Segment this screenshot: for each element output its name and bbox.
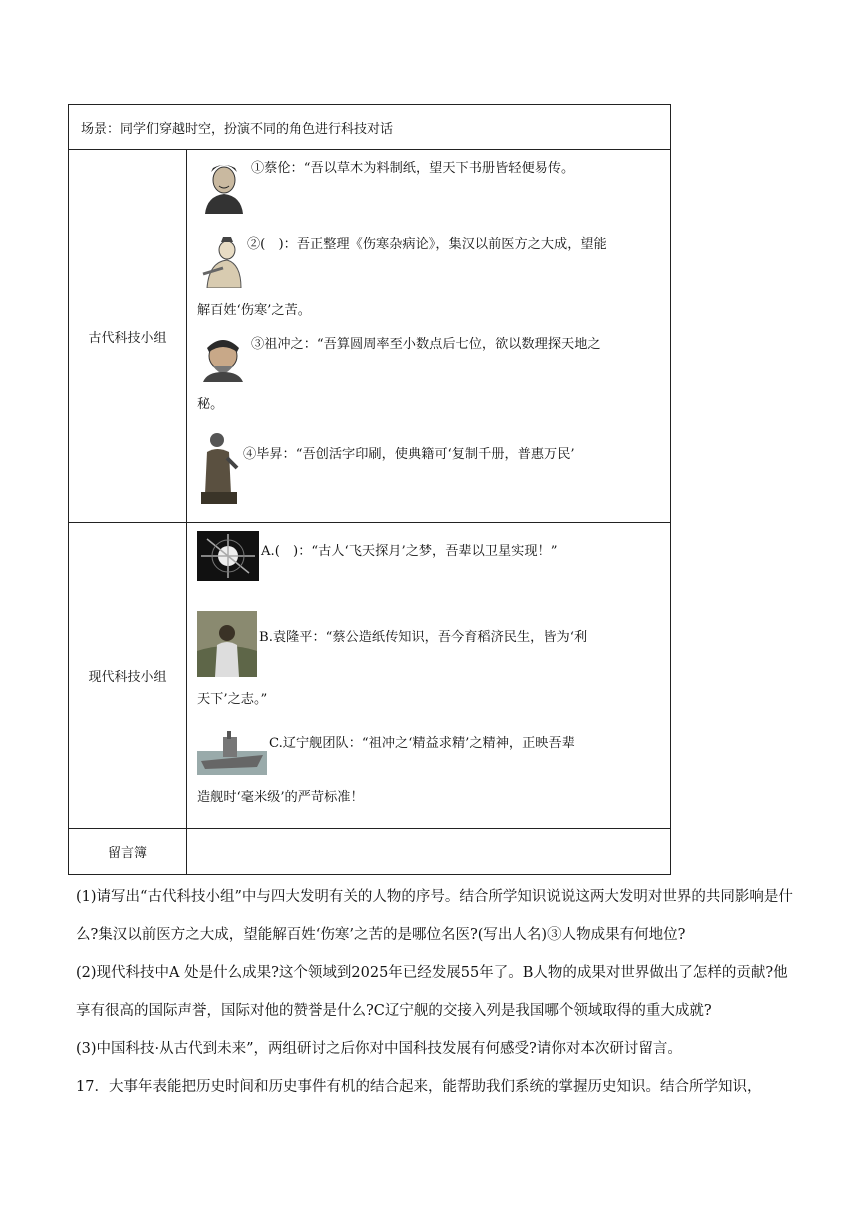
modern-group-label: 现代科技小组 [69, 523, 187, 829]
ancient-entry-1-text: ①蔡伦：“吾以草木为料制纸，望天下书册皆轻便易传。 [251, 161, 575, 176]
ancient-entry-3-cont: 秘。 [197, 397, 224, 412]
zhang-zhongjing-portrait-icon [197, 234, 245, 298]
ancient-entry-4-text: ④毕昇：“吾创活字印刷，使典籍可‘复制千册，普惠万民’ [243, 447, 575, 462]
ancient-entry-2 [197, 232, 662, 324]
modern-entry-b-cont: 天下’之志。” [197, 692, 268, 707]
questions-block [76, 878, 796, 1106]
modern-entry-a [197, 529, 662, 591]
modern-entry-c-text: C.辽宁舰团队：“祖冲之‘精益求精’之精神，正映吾辈 [269, 736, 575, 751]
modern-entry-b [197, 609, 662, 713]
modern-entry-a-text: A.( )：“古人‘飞天探月’之梦，吾辈以卫星实现！” [261, 544, 558, 559]
bi-sheng-statue-icon [197, 428, 241, 514]
modern-entry-c [197, 721, 662, 811]
satellite-image-icon [197, 531, 259, 591]
modern-entry-c-cont: 造舰时‘毫米级’的严苛标准！ [197, 790, 364, 805]
cai-lun-portrait-icon [197, 158, 249, 224]
dialogue-table [68, 104, 671, 875]
modern-group-cell [187, 523, 671, 829]
ancient-entry-3-text: ③祖冲之：“吾算圆周率至小数点后七位，欲以数理探天地之 [251, 337, 601, 352]
ancient-entry-4 [197, 426, 662, 514]
ancient-entry-2-cont: 解百姓‘伤寒’之苦。 [197, 303, 311, 318]
question-2: (2)现代科技中A 处是什么成果?这个领域到2025年已经发展55年了。B人物的成果对世界做出了怎样的贡献?他享有很高的国际声誉，国际对他的赞誉是什么?C辽宁舰的交接入列是我国哪个领域取得的重大成就? [76, 965, 788, 1019]
ancient-entry-2-text: ②( )：吾正整理《伤寒杂病论》，集汉以前医方之大成，望能 [247, 237, 607, 252]
ancient-group-cell [187, 150, 671, 523]
ancient-group-label: 古代科技小组 [69, 150, 187, 523]
question-1: (1)请写出“古代科技小组”中与四大发明有关的人物的序号。结合所学知识说说这两大发明对世界的共同影响是什么?集汉以前医方之大成，望能解百姓‘伤寒’之苦的是哪位名医?(写出人名)③人物成果有何地位? [76, 889, 793, 943]
liaoning-carrier-photo-icon [197, 723, 267, 785]
ancient-entry-3 [197, 332, 662, 418]
guestbook-field[interactable] [187, 829, 671, 875]
yuan-longping-photo-icon [197, 611, 257, 687]
guestbook-label: 留言簿 [69, 829, 187, 875]
zu-chongzhi-portrait-icon [197, 334, 249, 392]
scene-header: 场景：同学们穿越时空，扮演不同的角色进行科技对话 [69, 105, 671, 150]
modern-entry-b-text: B.袁隆平：“蔡公造纸传知识，吾今育稻济民生，皆为‘利 [259, 630, 588, 645]
question-17: 17．大事年表能把历史时间和历史事件有机的结合起来，能帮助我们系统的掌握历史知识。结合所学知识， [76, 1079, 762, 1095]
ancient-entry-1 [197, 156, 662, 224]
question-3: (3)中国科技·从古代到未来”，两组研讨之后你对中国科技发展有何感受?请你对本次研讨留言。 [76, 1041, 682, 1057]
